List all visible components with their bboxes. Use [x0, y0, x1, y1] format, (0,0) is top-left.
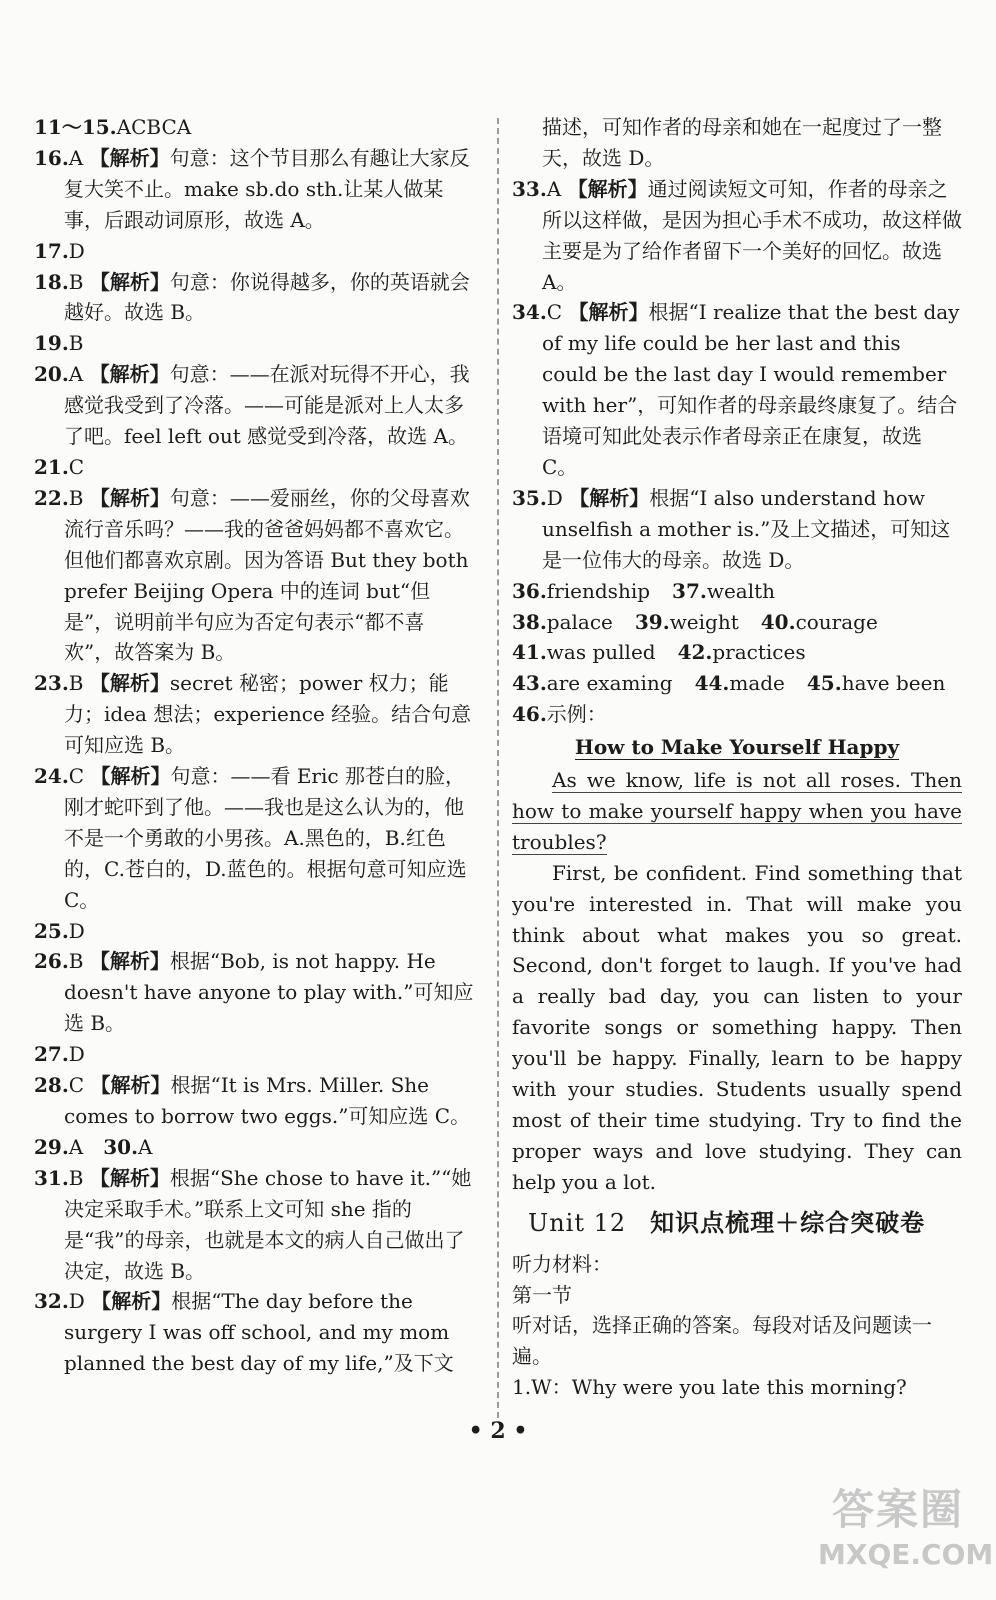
fill-answer: practices [712, 640, 806, 665]
answer-choice: B [68, 269, 84, 294]
answer-item [34, 1132, 474, 1163]
question-number: 45. [806, 671, 842, 696]
answer-choice: A [68, 1134, 84, 1159]
answer-choice: D [68, 1042, 85, 1067]
listening-heading: 听力材料： [512, 1251, 612, 1276]
answer-text: ACBCA [116, 115, 192, 139]
answer-item [34, 112, 474, 143]
answer-choice: A [138, 1134, 153, 1159]
answer-choice: B [68, 1165, 84, 1190]
fill-answer: palace [546, 609, 613, 634]
answer-text: 根据“The day before the surgery I was off school, and my mom planned the best day of my life,”及下文 [64, 1289, 454, 1376]
answer-text: 根据“She chose to have it.”“她决定采取手术。”联系上文可知 she 指的是“我”的母亲，也就是本文的病人自己做出了决定，故选 B。 [64, 1165, 472, 1283]
answer-text: 根据“I also understand how unselfish a mother is.”及上文描述，可知这是一位伟大的母亲。故选 D。 [542, 485, 951, 572]
answer-choice: D [68, 918, 85, 943]
question-number: 42. [677, 640, 713, 665]
question-number: 25. [34, 918, 69, 943]
analysis-tag: 【解析】 [89, 269, 170, 294]
answer-choice: A [68, 145, 84, 170]
answer-item [34, 236, 474, 267]
watermark-site: MXQE.COM [818, 1538, 994, 1571]
fill-answer-row [512, 607, 962, 638]
question-number: 33. [512, 176, 547, 201]
answer-choice: A [68, 362, 84, 387]
question-number: 20. [34, 362, 69, 387]
answer-choice: B [68, 485, 84, 510]
question-number: 27. [34, 1042, 69, 1067]
listening-instruction: 听对话，选择正确的答案。每段对话及问题读一遍。 [512, 1313, 932, 1369]
question-number: 31. [34, 1165, 69, 1190]
analysis-tag: 【解析】 [90, 1073, 171, 1098]
watermark-logo: 答案圈 [831, 1485, 964, 1534]
answer-text: 句意：你说得越多，你的英语就会越好。故选 B。 [64, 269, 470, 325]
answer-item [34, 916, 474, 947]
answer-item [34, 946, 474, 1039]
watermark [818, 1484, 994, 1588]
left-column [34, 112, 474, 1379]
answer-choice: D [68, 1289, 85, 1314]
analysis-tag: 【解析】 [89, 671, 170, 696]
fill-answer: was pulled [546, 640, 656, 665]
question-number: 36. [512, 578, 547, 603]
answer-choice: C [68, 1073, 85, 1098]
listening-section-label: 第一节 [512, 1282, 572, 1307]
answer-item [34, 267, 474, 329]
answer-choice: A [546, 176, 562, 201]
question-number: 26. [34, 949, 69, 974]
question-number: 21. [34, 454, 69, 479]
answer-text: 根据“It is Mrs. Miller. She comes to borrow two eggs.”可知应选 C。 [64, 1073, 471, 1128]
question-number: 41. [512, 640, 547, 665]
question-number: 29. [34, 1134, 69, 1159]
fill-answer: friendship [546, 578, 651, 603]
fill-answer: 示例： [546, 702, 607, 727]
answer-choice: B [68, 949, 84, 974]
fill-answer-row [512, 637, 962, 668]
question-number: 23. [34, 671, 69, 696]
answer-item [34, 1286, 474, 1379]
question-number: 40. [760, 609, 796, 634]
fill-answer: are examing [546, 671, 673, 696]
question-number: 19. [34, 331, 69, 356]
answer-choice: C [68, 454, 85, 479]
analysis-tag: 【解析】 [89, 949, 170, 974]
question-number: 24. [34, 764, 69, 789]
answer-item [34, 359, 474, 452]
answer-item [34, 452, 474, 483]
question-number: 38. [512, 609, 547, 634]
question-number: 46. [512, 702, 547, 727]
unit-label: Unit 12 [528, 1208, 627, 1237]
page-number: • 2 • [468, 1418, 528, 1444]
unit-title: 知识点梳理＋综合突破卷 [650, 1207, 926, 1237]
analysis-tag: 【解析】 [89, 145, 170, 170]
answer-text: 句意：——在派对玩得不开心，我感觉我受到了冷落。——可能是派对上人太多了吧。feel left out 感觉受到冷落，故选 A。 [64, 362, 470, 449]
listening-question-1: 1.W：Why were you late this morning? [512, 1375, 907, 1400]
answer-item [512, 483, 962, 576]
question-number: 32. [34, 1289, 69, 1314]
essay-paragraph-1: As we know, life is not all roses. Then how to make yourself happy when you have troubles? [512, 768, 962, 854]
answer-text: 根据“I realize that the best day of my life could be her last and this could be the last day I would remember with her”，可知作者的母亲最终康复了。结合语境可知此处表示作者母亲正在康复，故选 C。 [542, 300, 960, 479]
question-number: 35. [512, 485, 547, 510]
analysis-tag: 【解析】 [89, 485, 170, 510]
answer-item [34, 143, 474, 236]
question-number: 44. [694, 671, 730, 696]
answer-item [34, 1070, 474, 1132]
question-number: 18. [34, 269, 69, 294]
analysis-tag: 【解析】 [569, 485, 650, 510]
analysis-tag: 【解析】 [568, 300, 649, 325]
answer-item [34, 1163, 474, 1287]
fill-answer: weight [669, 609, 739, 634]
fill-answer: made [729, 671, 785, 696]
listening-section [512, 1249, 962, 1404]
answer-text: 句意：这个节目那么有趣让大家反复大笑不止。make sb.do sth.让某人做某事，后跟动词原形，故选 A。 [64, 145, 470, 232]
answer-choice: D [546, 485, 563, 510]
analysis-tag: 【解析】 [89, 1165, 170, 1190]
answer-item [34, 668, 474, 761]
continued-explanation: 描述，可知作者的母亲和她在一起度过了一整天，故选 D。 [542, 115, 942, 170]
question-number: 34. [512, 300, 547, 325]
essay-paragraph-2: First, be confident. Find something that you're interested in. That will make you think about what makes you so great. Second, don't forget to laugh. If you've had a really bad day, you can listen to your favorite songs or something happy. Then you'll be happy. Finally, learn to be happy with your studies. Students usually spend most of their time studying. Try to find the proper ways and love studying. They can help you a lot. [512, 860, 962, 1194]
answer-choice: B [68, 331, 84, 356]
answer-item [34, 761, 474, 916]
question-number: 16. [34, 145, 69, 170]
question-number: 28. [34, 1073, 69, 1098]
answer-item [34, 1039, 474, 1070]
right-column [512, 112, 962, 1403]
answer-text: secret 秘密；power 权力；能力；idea 想法；experience 经验。结合句意可知应选 B。 [64, 671, 472, 758]
question-number: 30. [103, 1134, 139, 1159]
analysis-tag: 【解析】 [91, 1289, 172, 1314]
question-number: 43. [512, 671, 547, 696]
answer-text: 句意：——看 Eric 那苍白的脸，刚才蛇吓到了他。——我也是这么认为的，他不是一个勇敢的小男孩。A.黑色的，B.红色的，C.苍白的，D.蓝色的。根据句意可知应选 C。 [64, 764, 467, 912]
answer-choice: C [68, 764, 85, 789]
question-number: 37. [672, 578, 707, 603]
essay-body [512, 765, 962, 1198]
answer-item [512, 297, 962, 482]
question-number: 11～15. [34, 115, 117, 139]
column-divider [497, 118, 499, 1418]
answer-choice: C [546, 300, 563, 325]
fill-answer: have been [841, 671, 946, 696]
answer-text: 通过阅读短文可知，作者的母亲之所以这样做，是因为担心手术不成功，故这样做主要是为了给作者留下一个美好的回忆。故选 A。 [542, 176, 962, 294]
unit-heading [528, 1208, 962, 1239]
fill-answer: courage [795, 609, 878, 634]
answer-item [34, 483, 474, 668]
question-number: 17. [34, 238, 69, 263]
answer-text: 句意：——爱丽丝，你的父母喜欢流行音乐吗？——我的爸爸妈妈都不喜欢它。但他们都喜欢京剧。因为答语 But they both prefer Beijing Opera 中的连词 but“但是”，说明前半句应为否定句表示“都不喜欢”，故答案为 B。 [64, 485, 470, 665]
answer-choice: D [68, 238, 85, 263]
essay-title: How to Make Yourself Happy [574, 735, 900, 760]
fill-answer-row [512, 576, 962, 607]
question-number: 39. [634, 609, 670, 634]
analysis-tag: 【解析】 [90, 764, 171, 789]
answer-item [34, 328, 474, 359]
analysis-tag: 【解析】 [567, 176, 648, 201]
fill-answer-row [512, 699, 962, 730]
fill-answer-row [512, 668, 962, 699]
question-number: 22. [34, 485, 69, 510]
answer-item [512, 174, 962, 298]
analysis-tag: 【解析】 [89, 362, 170, 387]
answer-text: 根据“Bob, is not happy. He doesn't have anyone to play with.”可知应选 B。 [64, 949, 474, 1036]
answer-choice: B [68, 671, 84, 696]
fill-answer: wealth [706, 578, 776, 603]
